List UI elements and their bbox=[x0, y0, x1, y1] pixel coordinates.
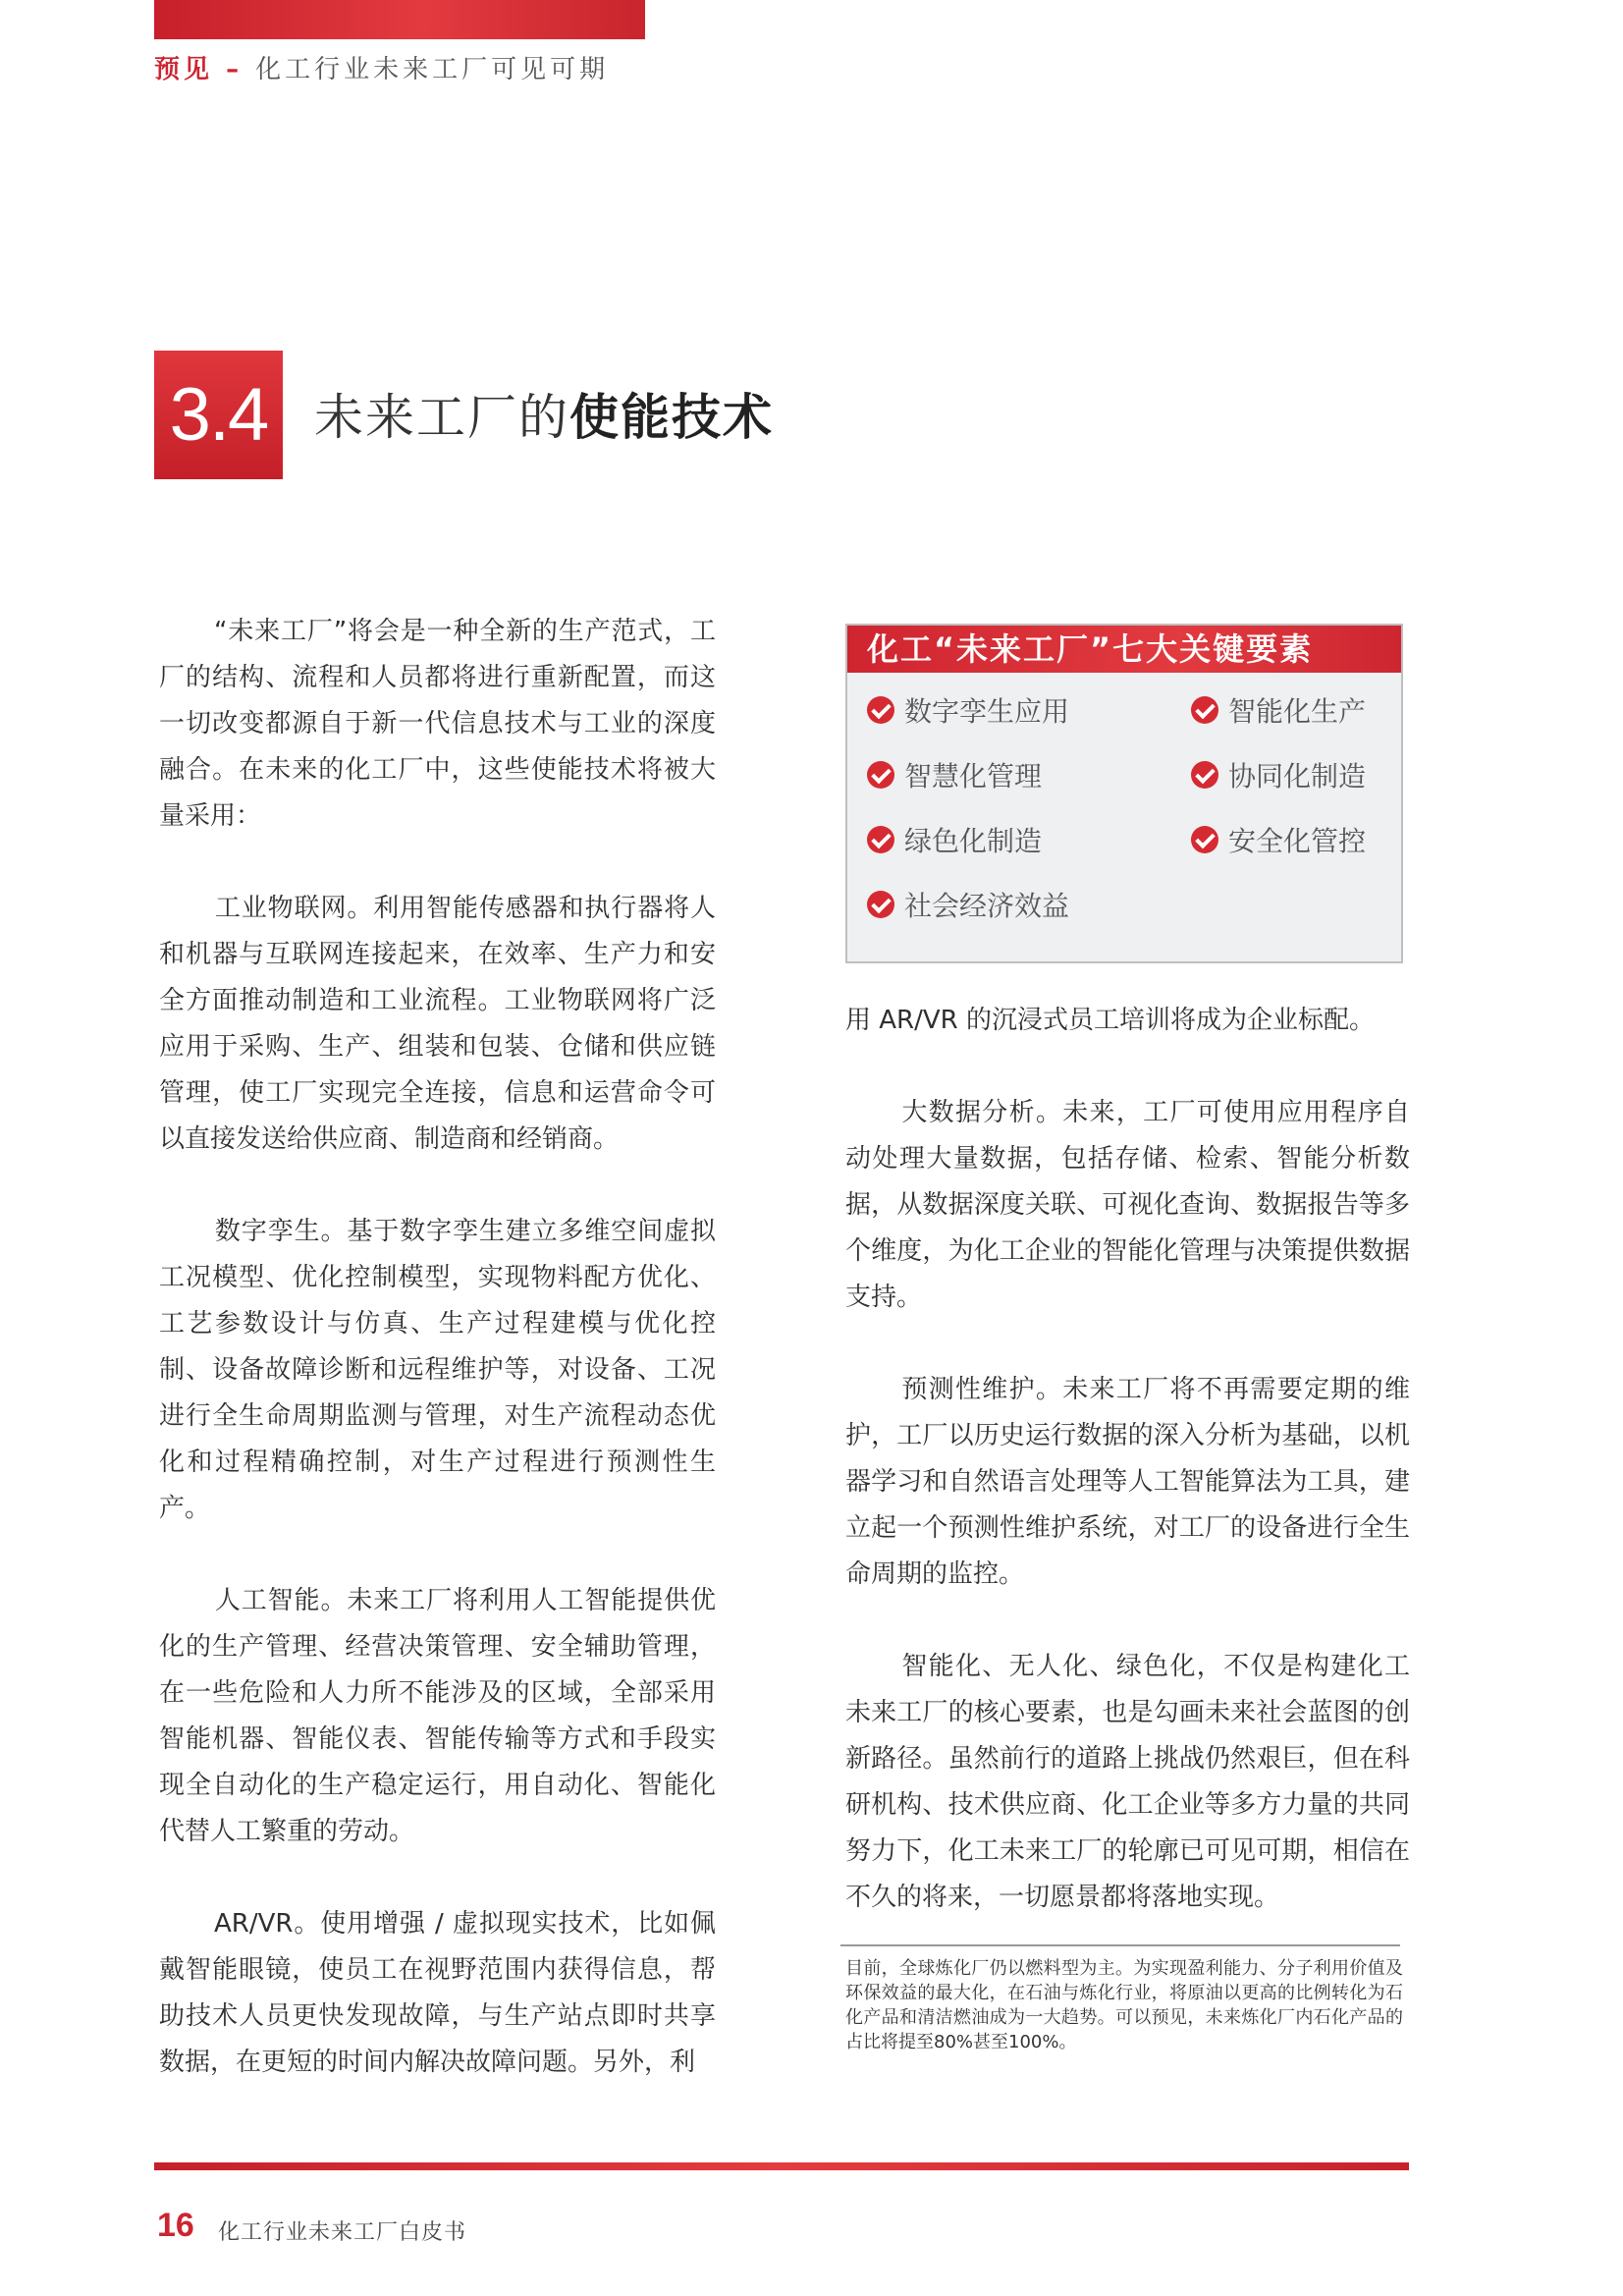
footnote-divider bbox=[840, 1944, 1400, 1946]
header-title: 化工行业未来工厂可见可期 bbox=[255, 55, 610, 84]
top-accent-bar bbox=[154, 0, 645, 39]
check-circle-icon bbox=[1191, 696, 1218, 724]
check-circle-icon bbox=[867, 891, 894, 918]
key-box-title: 化工“未来工厂”七大关键要素 bbox=[847, 626, 1401, 673]
header-accent: 预见 bbox=[154, 55, 214, 84]
page-number: 16 bbox=[157, 2207, 194, 2244]
paragraph-iiot: 工业物联网。利用智能传感器和执行器将人和机器与互联网连接起来，在效率、生产力和安全方面推动制造和工业流程。工业物联网将广泛应用于采购、生产、组装和包装、仓储和供应链管理，使工厂实现完全连接，信息和运营命令可以直接发送给供应商、制造商和经销商。 bbox=[159, 894, 716, 1154]
key-item: 智慧化管理 bbox=[867, 755, 1042, 794]
paragraph-arvr-cont: 用 AR/VR 的沉浸式员工培训将成为企业标配。 bbox=[845, 1006, 1375, 1035]
check-circle-icon bbox=[867, 826, 894, 853]
key-item: 智能化生产 bbox=[1191, 690, 1366, 730]
paragraph-ai: 人工智能。未来工厂将利用人工智能提供优化的生产管理、经营决策管理、安全辅助管理，在一些危险和人力所不能涉及的区域，全部采用智能机器、智能仪表、智能传输等方式和手段实现全自动化的生产稳定运行，用自动化、智能化代替人工繁重的劳动。 bbox=[159, 1586, 716, 1846]
key-item: 数字孪生应用 bbox=[867, 690, 1069, 730]
check-circle-icon bbox=[867, 696, 894, 724]
paragraph-intro: “未来工厂”将会是一种全新的生产范式，工厂的结构、流程和人员都将进行重新配置，而这一切改变都源自于新一代信息技术与工业的深度融合。在未来的化工厂中，这些使能技术将被大量采用： bbox=[159, 617, 716, 831]
paragraph-digital-twin: 数字孪生。基于数字孪生建立多维空间虚拟工况模型、优化控制模型，实现物料配方优化、工艺参数设计与仿真、生产过程建模与优化控制、设备故障诊断和远程维护等，对设备、工况进行全生命周期监测与管理，对生产流程动态优化和过程精确控制，对生产过程进行预测性生产。 bbox=[159, 1217, 716, 1523]
section-number: 3.4 bbox=[154, 351, 283, 479]
key-elements-box bbox=[845, 624, 1403, 963]
check-circle-icon bbox=[867, 761, 894, 789]
section-title-normal: 未来工厂的 bbox=[314, 389, 569, 446]
paragraph-big-data: 大数据分析。未来，工厂可使用应用程序自动处理大量数据，包括存储、检索、智能分析数据，从数据深度关联、可视化查询、数据报告等多个维度，为化工企业的智能化管理与决策提供数据支持。 bbox=[845, 1098, 1410, 1312]
check-circle-icon bbox=[1191, 826, 1218, 853]
key-item: 协同化制造 bbox=[1191, 755, 1366, 794]
key-item: 社会经济效益 bbox=[867, 885, 1069, 924]
right-column bbox=[845, 998, 1410, 1967]
check-circle-icon bbox=[1191, 761, 1218, 789]
section-title bbox=[314, 378, 774, 449]
footnote: 目前，全球炼化厂仍以燃料型为主。为实现盈利能力、分子利用价值及环保效益的最大化，在石油与炼化行业，将原油以更高的比例转化为石化产品和清洁燃油成为一大趋势。可以预见，未来炼化厂内石化产品的占比将提至80%甚至100%。 bbox=[845, 1958, 1403, 2052]
running-header bbox=[154, 49, 609, 88]
key-item: 绿色化制造 bbox=[867, 820, 1042, 859]
paragraph-conclusion: 智能化、无人化、绿色化，不仅是构建化工未来工厂的核心要素，也是勾画未来社会蓝图的创新路径。虽然前行的道路上挑战仍然艰巨，但在科研机构、技术供应商、化工企业等多方力量的共同努力下，化工未来工厂的轮廓已可见可期，相信在不久的将来，一切愿景都将落地实现。 bbox=[845, 1652, 1410, 1912]
left-column bbox=[159, 609, 716, 2132]
bottom-accent-rule bbox=[154, 2162, 1409, 2170]
header-dash: – bbox=[213, 55, 256, 84]
section-title-bold: 使能技术 bbox=[569, 389, 774, 446]
key-item: 安全化管控 bbox=[1191, 820, 1366, 859]
footer-doc-title: 化工行业未来工厂白皮书 bbox=[218, 2220, 467, 2245]
paragraph-arvr: AR/VR。使用增强 / 虚拟现实技术，比如佩戴智能眼镜，使员工在视野范围内获得信息，帮助技术人员更快发现故障，与生产站点即时共享数据，在更短的时间内解决故障问题。另外，利 bbox=[159, 1909, 716, 2077]
paragraph-predictive-maintenance: 预测性维护。未来工厂将不再需要定期的维护，工厂以历史运行数据的深入分析为基础，以机器学习和自然语言处理等人工智能算法为工具，建立起一个预测性维护系统，对工厂的设备进行全生命周期的监控。 bbox=[845, 1375, 1410, 1589]
